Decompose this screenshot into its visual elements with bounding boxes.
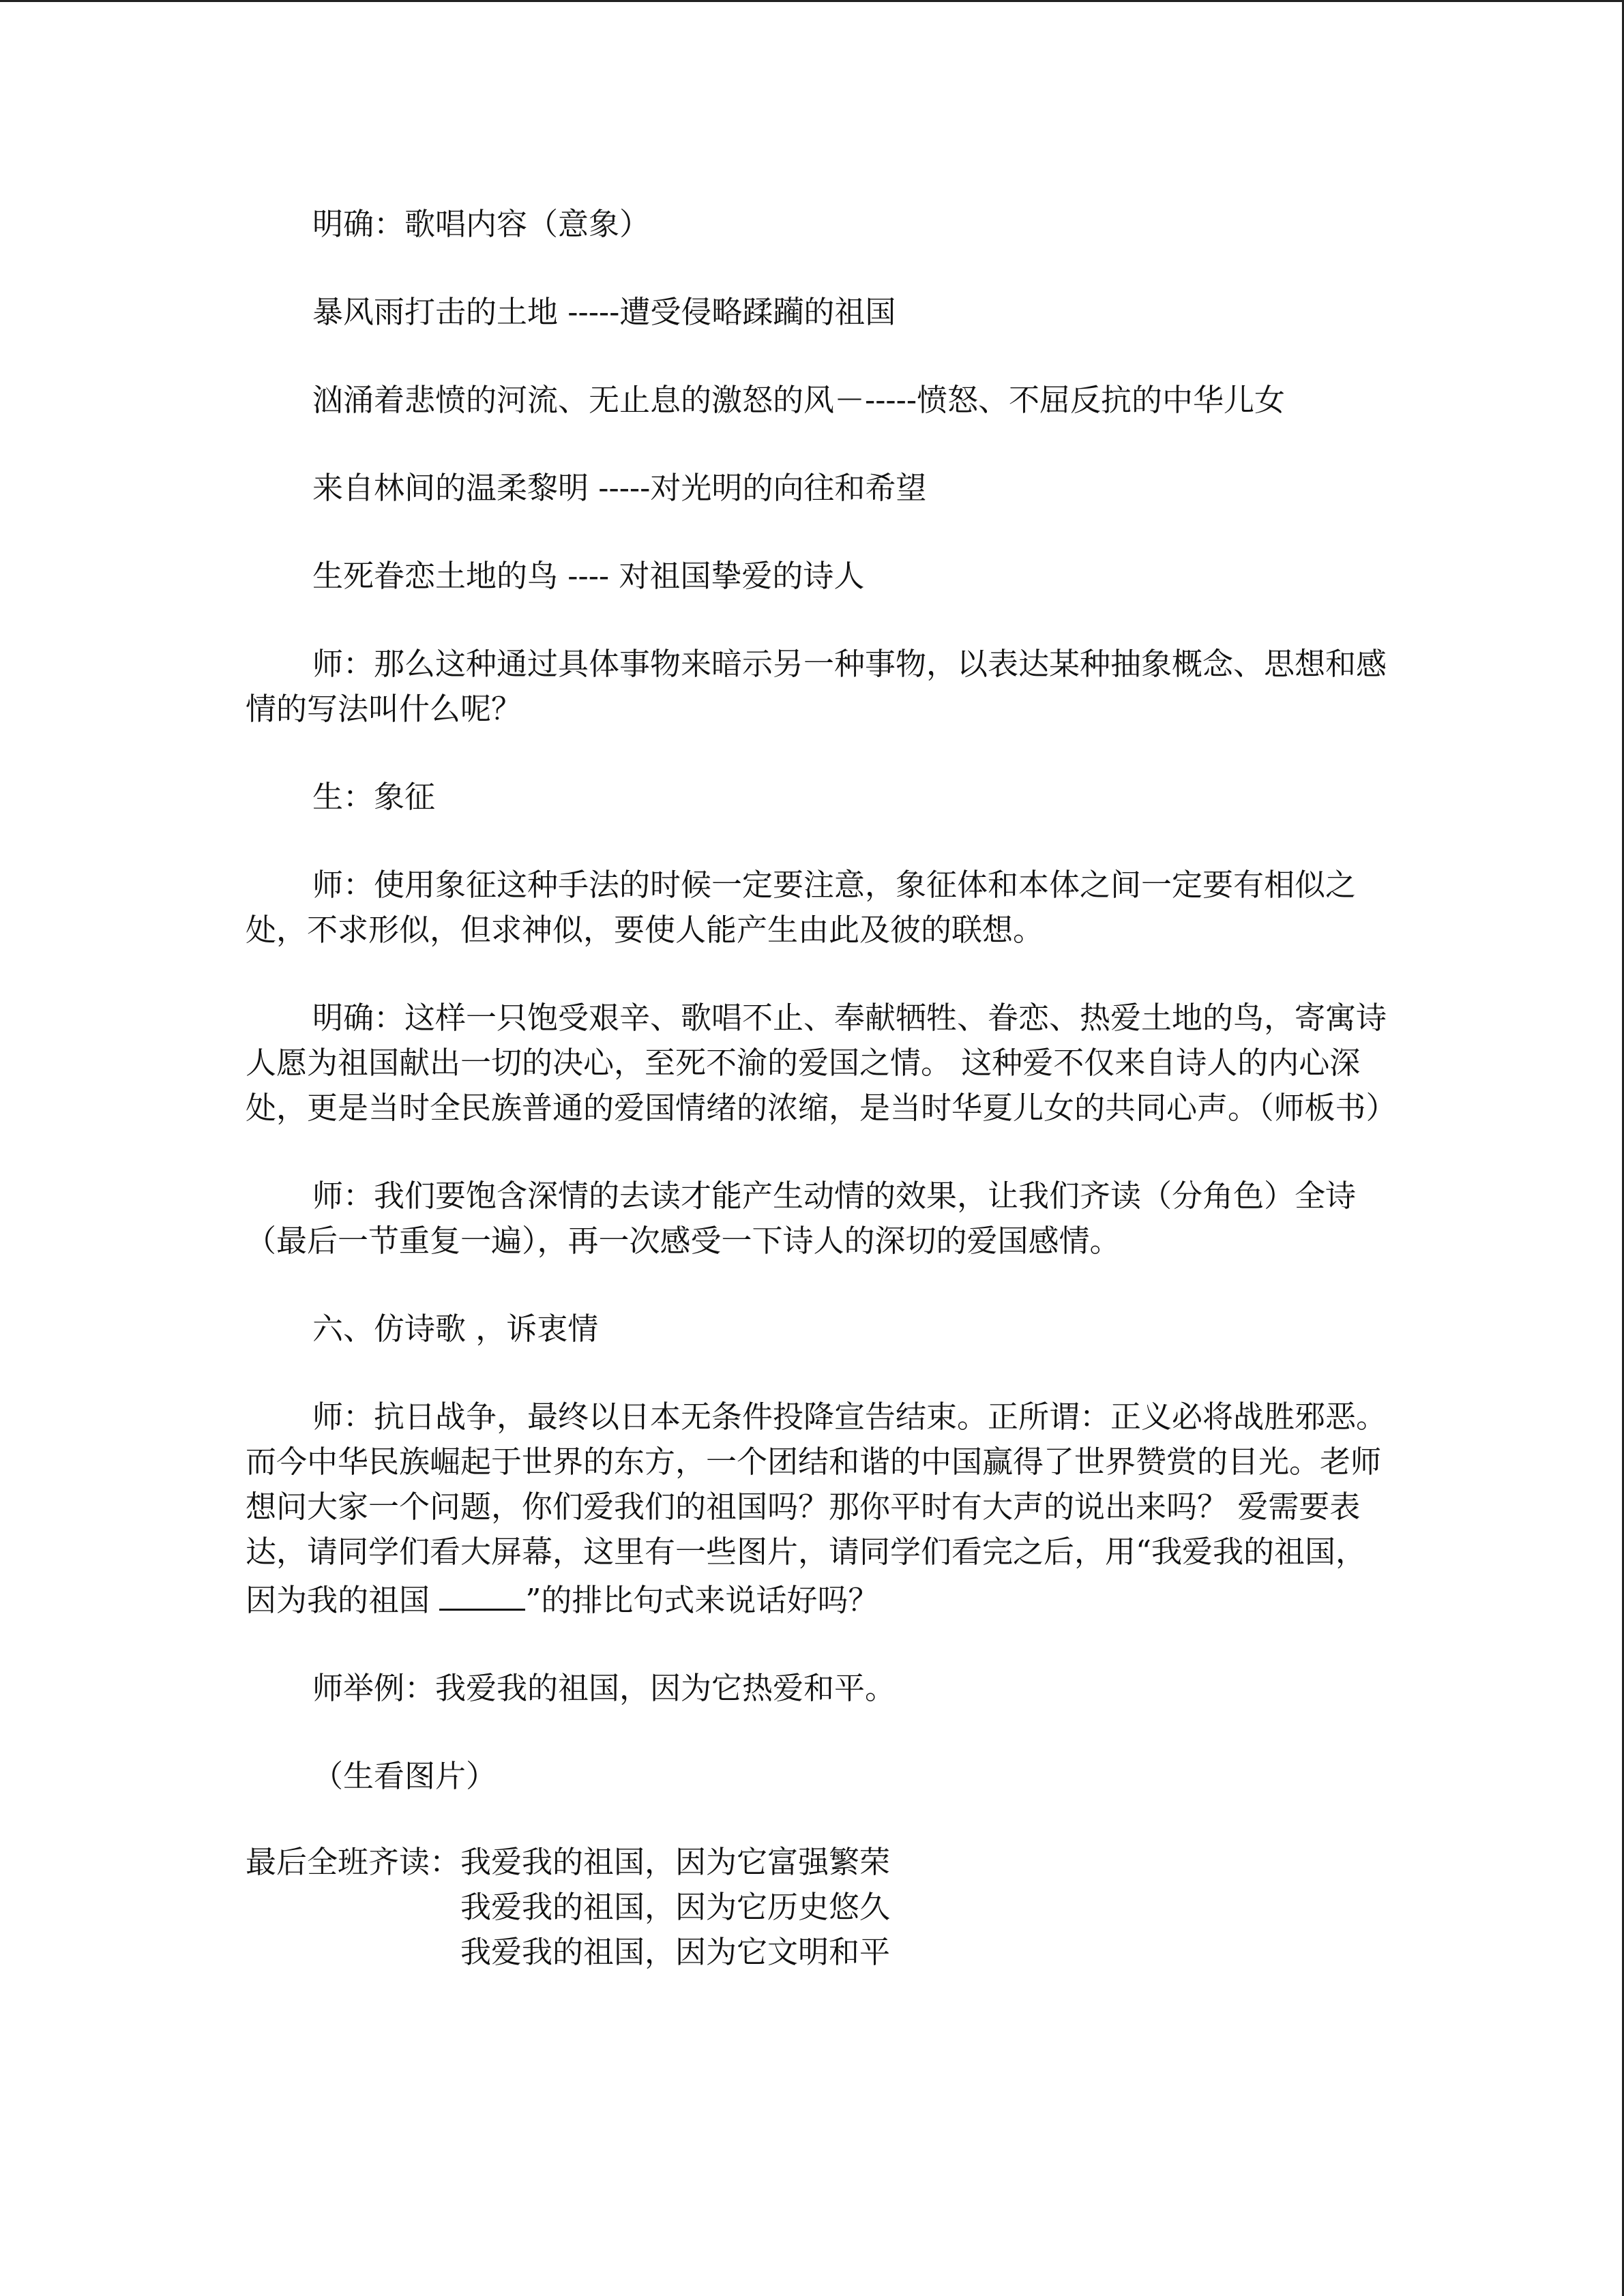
teacher-war-text-b: ”的排比句式来说话好吗？ (525, 1582, 879, 1618)
final-reading-line-3: 我爱我的祖国，因为它文明和平 (460, 1934, 891, 1970)
student-answer: 生：象征 (312, 779, 436, 815)
final-reading-line-2: 我爱我的祖国，因为它历史悠久 (460, 1889, 891, 1925)
teacher-symbolism-note: 师：使用象征这种手法的时候一定要注意，象征体和本体之间一定要有相似之处，不求形似，但求神似，要使人能产生由此及彼的联想。 (246, 867, 1357, 948)
section-heading-6: 六、仿诗歌 ，诉衷情 (312, 1311, 599, 1347)
final-reading-line-1: 我爱我的祖国，因为它富强繁荣 (460, 1844, 891, 1880)
teacher-example: 师举例：我爱我的祖国，因为它热爱和平。 (312, 1670, 896, 1706)
clarify-paragraph: 明确：这样一只饱受艰辛、歌唱不止、奉献牺牲、眷恋、热爱土地的鸟，寄寓诗人愿为祖国献出一切的决心，至死不渝的爱国之情。 这种爱不仅来自诗人的内心深处，更是当时全民族普通的爱国情绪的浓缩，是当时华夏儿女的共同心声。（师板书） (246, 1000, 1397, 1126)
final-reading-block (246, 1840, 1391, 1975)
teacher-war-text-a: 师：抗日战争，最终以日本无条件投降宣告结束。正所谓：正义必将战胜邪恶。而今中华民族崛起于世界的东方，一个团结和谐的中国赢得了世界赞赏的目光。老师想问大家一个问题，你们爱我们的祖国吗？那你平时有大声的说出来吗？ 爱需要表达，请同学们看大屏幕，这里有一些图片，请同学们看完之后，用“我爱我的祖国，因为我的祖国 (246, 1399, 1387, 1618)
teacher-question: 师：那么这种通过具体事物来暗示另一种事物，以表达某种抽象概念、思想和感情的写法叫什么呢？ (246, 646, 1387, 727)
imagery-line-1: 暴风雨打击的土地 -----遭受侵略蹂躏的祖国 (312, 294, 896, 330)
final-reading-lines (460, 1840, 890, 1975)
document-body (246, 202, 1397, 1975)
final-reading-label: 最后全班齐读： (246, 1844, 461, 1880)
teacher-reading-instruction: 师：我们要饱含深情的去读才能产生动情的效果，让我们齐读（分角色）全诗（最后一节重复一遍），再一次感受一下诗人的深切的爱国感情。 (246, 1178, 1357, 1259)
imagery-line-4: 生死眷恋土地的鸟 ---- 对祖国挚爱的诗人 (312, 558, 865, 594)
imagery-line-3: 来自林间的温柔黎明 -----对光明的向往和希望 (312, 470, 927, 506)
imagery-line-2: 汹涌着悲愤的河流、无止息的激怒的风－-----愤怒、不屈反抗的中华儿女 (312, 382, 1286, 418)
teacher-war-paragraph (246, 1395, 1391, 1623)
fill-in-blank (439, 1575, 525, 1611)
clarify-imagery-heading: 明确：歌唱内容（意象） (312, 206, 651, 242)
student-view-note: （生看图片） (312, 1758, 497, 1794)
page-border-top (0, 0, 1624, 2)
